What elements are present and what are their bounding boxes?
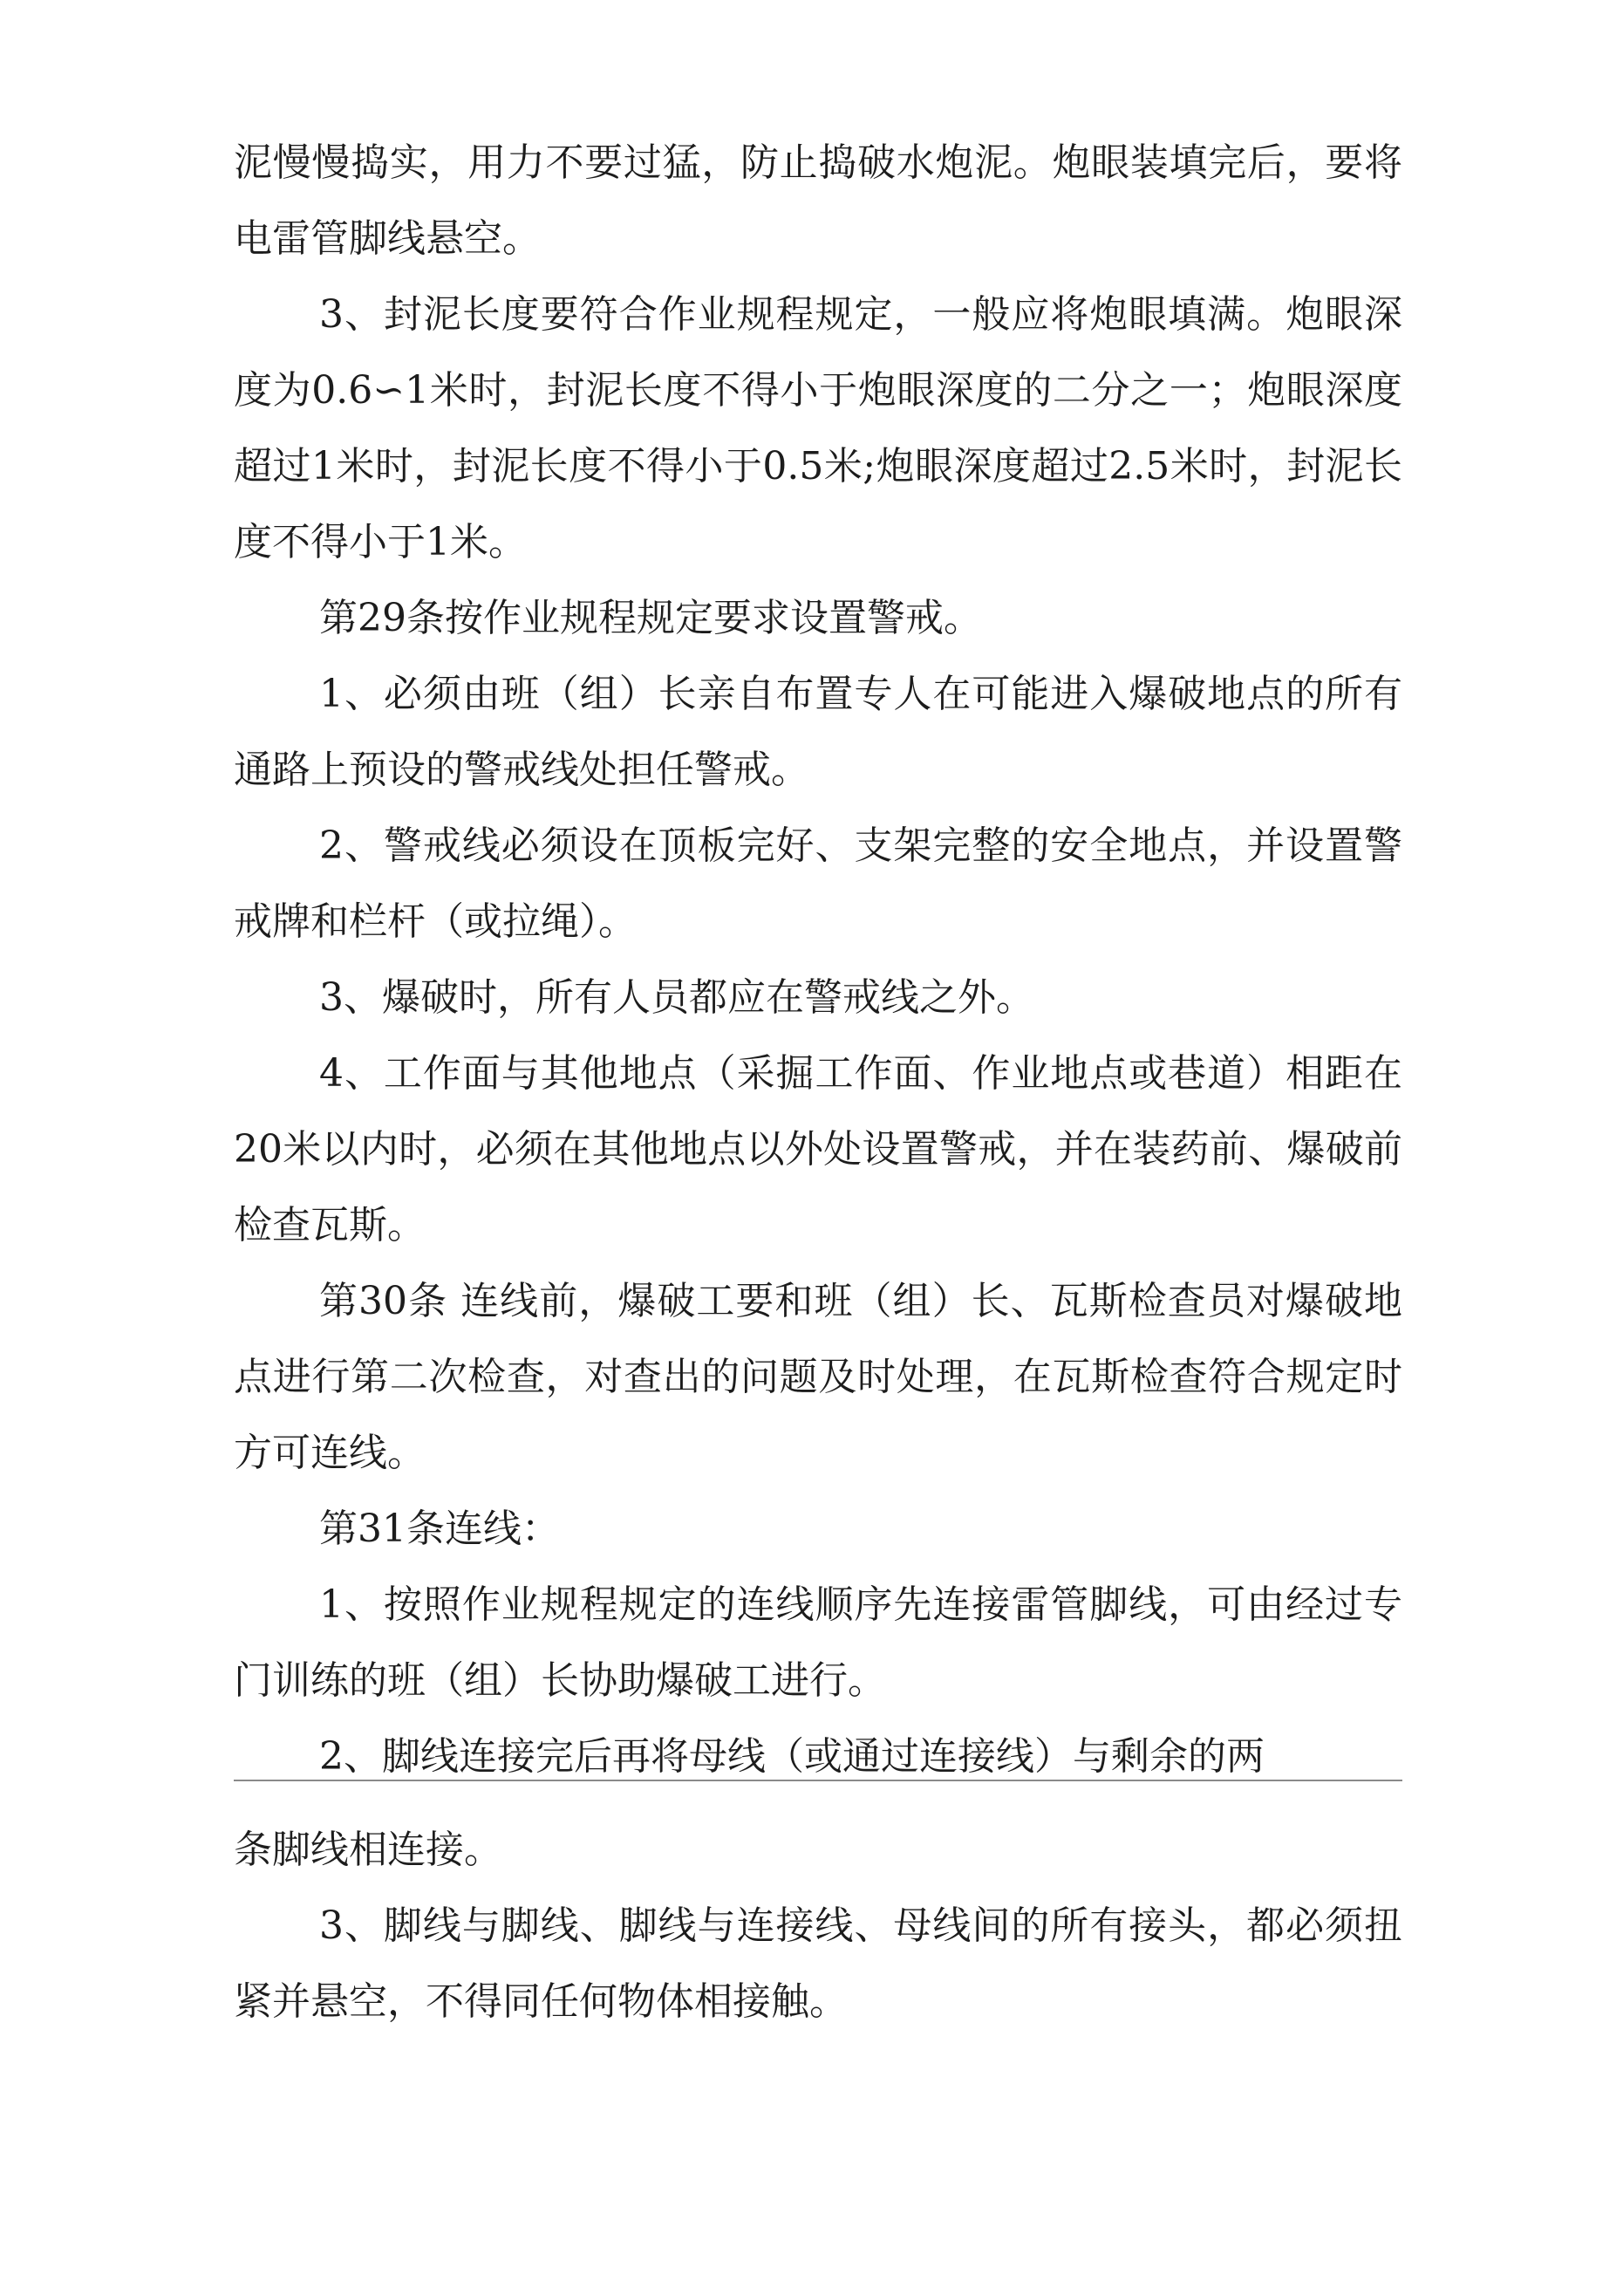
- page-top-text: [234, 125, 1402, 1794]
- paragraph: 3、封泥长度要符合作业规程规定，一般应将炮眼填满。炮眼深度为0.6∽1米时，封泥长度不得小于炮眼深度的二分之一；炮眼深度超过1米时，封泥长度不得小于0.5米;炮眼深度超过2.5米时，封泥长度不得小于1米。: [234, 292, 1402, 564]
- paragraph: 4、工作面与其他地点（采掘工作面、作业地点或巷道）相距在20米以内时，必须在其他地点以外处设置警戒，并在装药前、爆破前检查瓦斯。: [234, 1051, 1402, 1247]
- article-heading: 第29条按作业规程规定要求设置警戒。: [319, 596, 982, 640]
- paragraph: 2、警戒线必须设在顶板完好、支架完整的安全地点，并设置警戒牌和栏杆（或拉绳）。: [234, 823, 1402, 944]
- paragraph: 1、按照作业规程规定的连线顺序先连接雷管脚线，可由经过专门训练的班（组）长协助爆破工进行。: [234, 1582, 1402, 1703]
- paragraph: 2、脚线连接完后再将母线（或通过连接线）与剩余的两: [319, 1734, 1265, 1779]
- page-bottom-text: [234, 1812, 1402, 2040]
- article-heading: 第31条连线：: [319, 1507, 560, 1551]
- paragraph: 条脚线相连接。: [234, 1828, 502, 1872]
- paragraph: 泥慢慢捣实，用力不要过猛，防止捣破水炮泥。炮眼装填完后，要将电雷管脚线悬空。: [234, 140, 1402, 261]
- paragraph: 1、必须由班（组）长亲自布置专人在可能进入爆破地点的所有通路上预设的警戒线处担任警戒。: [234, 672, 1402, 792]
- paragraph: 3、爆破时，所有人员都应在警戒线之外。: [319, 975, 1034, 1020]
- page-break-divider: [234, 1780, 1402, 1781]
- paragraph: 3、脚线与脚线、脚线与连接线、母线间的所有接头，都必须扭紧并悬空，不得同任何物体相接触。: [234, 1903, 1402, 2024]
- article-heading: 第30条 连线前，爆破工要和班（组）长、瓦斯检查员对爆破地点进行第二次检查，对查出的问题及时处理，在瓦斯检查符合规定时方可连线。: [234, 1279, 1402, 1475]
